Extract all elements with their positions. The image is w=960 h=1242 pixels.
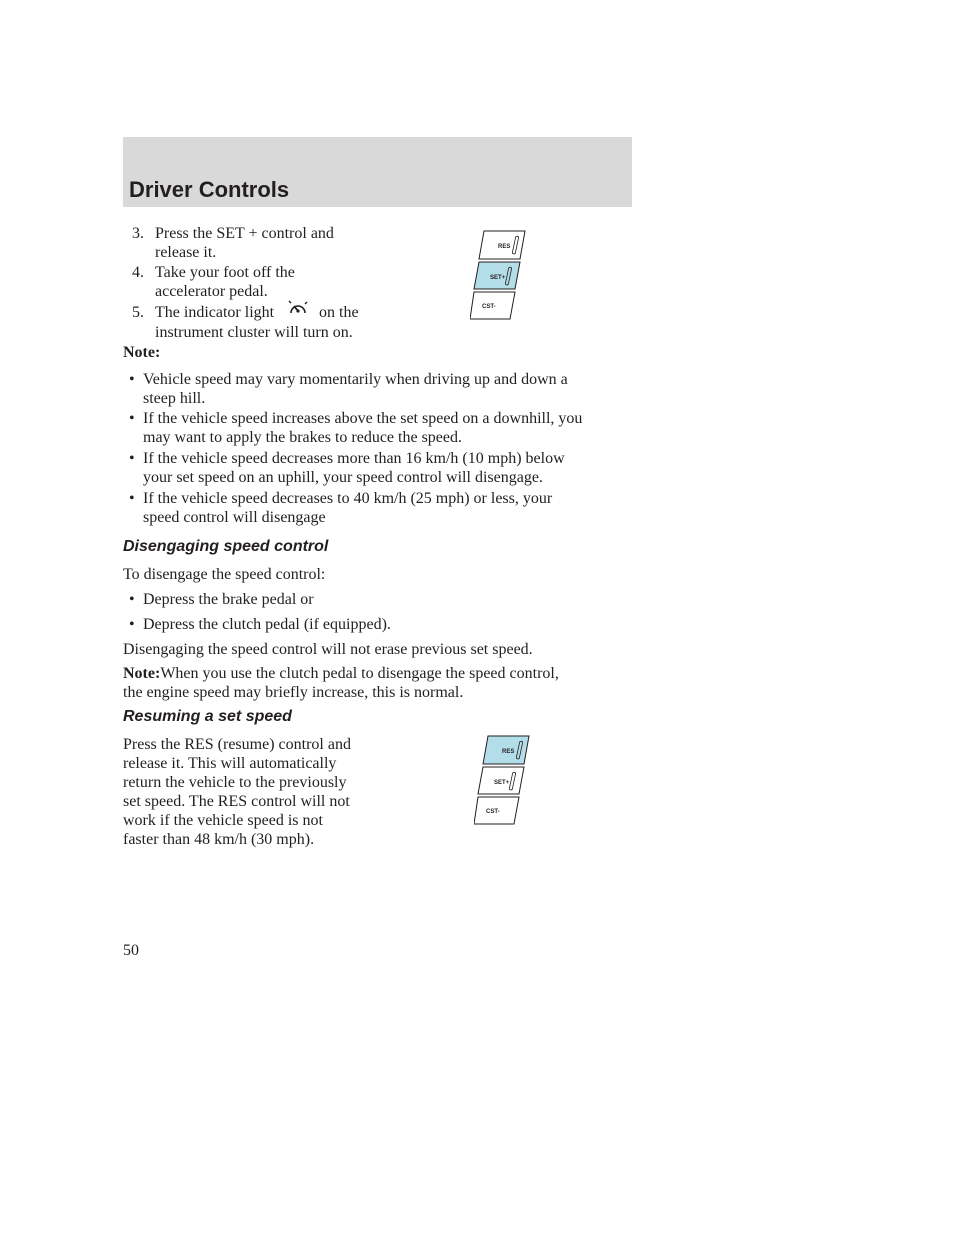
disengage-statement: Disengaging the speed control will not erase previous set speed.	[123, 641, 533, 658]
res-control	[479, 231, 525, 259]
step-number: 3.	[132, 225, 144, 242]
bullet-dot: •	[129, 371, 135, 388]
resume-text-line: work if the vehicle speed is not	[123, 812, 323, 829]
step-text-line: on the	[319, 304, 359, 321]
step-text-line: Press the SET + control and	[155, 225, 334, 242]
step-number: 4.	[132, 264, 144, 281]
cst-label: CST-	[482, 304, 496, 310]
bullet-dot: •	[129, 591, 135, 608]
note-text: If the vehicle speed decreases to 40 km/h (25 mph) or less, your speed control will disengage	[143, 490, 553, 526]
speedometer-icon	[288, 300, 308, 320]
set-label: SET+	[494, 780, 510, 786]
speed-control-figure-res	[474, 733, 534, 827]
resume-text-line: set speed. The RES control will not	[123, 793, 350, 810]
step-text-line: The indicator light	[155, 304, 275, 321]
speed-control-figure-set	[470, 228, 530, 322]
note-label: Note:	[123, 344, 161, 361]
resume-text-line: Press the RES (resume) control and	[123, 736, 351, 753]
set-label: SET+	[490, 275, 506, 281]
set-control	[478, 767, 524, 794]
disengage-text: Depress the clutch pedal (if equipped).	[143, 616, 391, 633]
step-number: 5.	[132, 304, 144, 321]
resume-text-line: faster than 48 km/h (30 mph).	[123, 831, 315, 848]
bullet-dot: •	[129, 490, 135, 507]
cst-label: CST-	[486, 809, 500, 815]
res-control	[483, 736, 529, 764]
step-text-line: accelerator pedal.	[155, 283, 268, 300]
bullet-dot: •	[129, 450, 135, 467]
res-label: RES	[502, 749, 515, 755]
step-text-line: instrument cluster will turn on.	[155, 324, 353, 341]
bullet-dot: •	[129, 616, 135, 633]
disengage-intro: To disengage the speed control:	[123, 566, 326, 583]
res-label: RES	[498, 244, 511, 250]
step-text-line: Take your foot off the	[155, 264, 295, 281]
disengage-text: Depress the brake pedal or	[143, 591, 314, 608]
step-text-line: release it.	[155, 244, 217, 261]
page-number: 50	[123, 942, 139, 959]
disengage-note-cont: the engine speed may briefly increase, this is normal.	[123, 684, 464, 701]
set-control	[474, 262, 520, 289]
note-text: Vehicle speed may vary momentarily when driving up and down a steep hill.	[143, 371, 568, 407]
note-text: If the vehicle speed increases above the set speed on a downhill, you may want to apply the brakes to reduce the speed.	[143, 410, 583, 446]
disengage-note	[123, 664, 559, 683]
note-label: Note:	[123, 665, 161, 682]
bullet-dot: •	[129, 410, 135, 427]
note-text: If the vehicle speed decreases more than 16 km/h (10 mph) below your set speed on an uphill, your speed control will disengage.	[143, 450, 565, 486]
cst-control	[470, 292, 515, 319]
note-text: When you use the clutch pedal to disengage the speed control,	[160, 665, 559, 682]
resume-text-line: release it. This will automatically	[123, 755, 337, 772]
cst-control	[474, 797, 519, 824]
section-title: Driver Controls	[129, 177, 290, 202]
resume-text-line: return the vehicle to the previously	[123, 774, 347, 791]
section-heading-disengage: Disengaging speed control	[123, 538, 329, 555]
section-heading-resume: Resuming a set speed	[123, 708, 292, 725]
section-header	[123, 137, 632, 207]
